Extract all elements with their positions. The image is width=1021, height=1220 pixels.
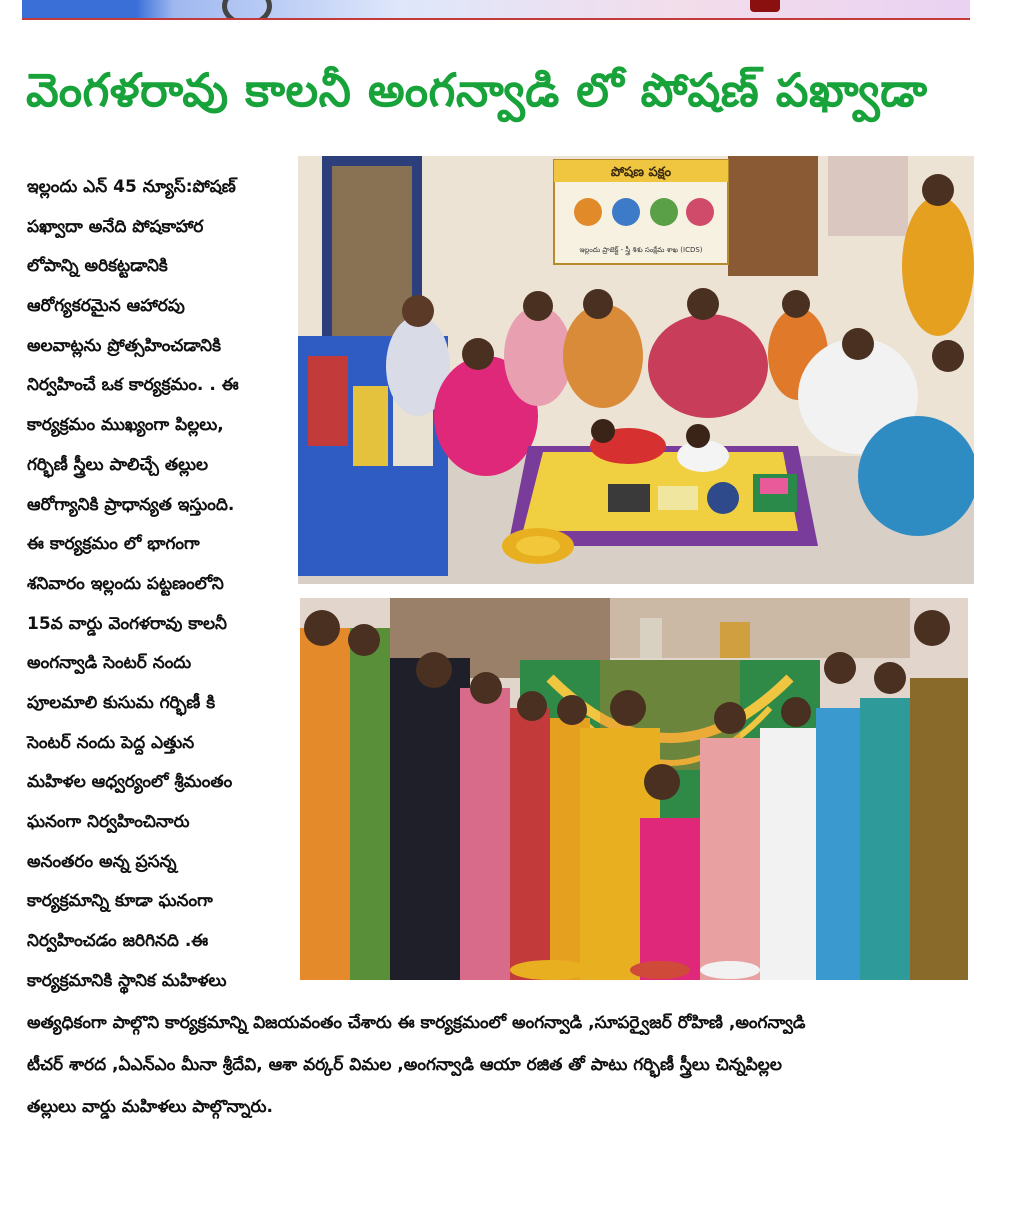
article-line: తల్లులు వార్డు మహిళలు పాల్గొన్నారు. bbox=[27, 1097, 273, 1117]
masthead-banner-strip bbox=[22, 0, 970, 20]
article-line: మహిళల ఆధ్వర్యంలో శ్రీమంతం bbox=[27, 772, 233, 793]
article-line: గర్భిణీ స్త్రీలు పాలిచ్చే తల్లుల bbox=[27, 454, 209, 475]
masthead-emblem-fragment bbox=[750, 0, 780, 12]
article-line: ఘనంగా నిర్వహించినారు bbox=[27, 812, 190, 832]
article-line: 15వ వార్డు వెంగళరావు కాలనీ bbox=[27, 613, 227, 634]
article-line: అలవాట్లను ప్రోత్సహించడానికి bbox=[27, 335, 221, 356]
headline: వెంగళరావు కాలనీ అంగన్వాడి లో పోషణ్ పఖ్వాడా bbox=[26, 63, 928, 117]
banner-footer: ఇల్లందు ప్రాజెక్ట్ - స్త్రీ శిశు సంక్షేమ శాఖ (ICDS) bbox=[579, 246, 703, 254]
article-line: ఆరోగ్యానికి ప్రాధాన్యత ఇస్తుంది. bbox=[27, 494, 235, 515]
event-photo-srimantham-group bbox=[300, 598, 968, 980]
article-line: కార్యక్రమం ముఖ్యంగా పిల్లలు, bbox=[27, 415, 224, 436]
article-line: కార్యక్రమాన్ని కూడా ఘనంగా bbox=[27, 891, 213, 912]
event-photo-poshan-program bbox=[298, 156, 974, 584]
article-line: పూలమాలి కుసుమ గర్భిణీ కి bbox=[27, 692, 216, 713]
article-line: టీచర్ శారద ,ఏఎన్ఎం మీనా శ్రీదేవి, ఆశా వర్కర్ విమల ,అంగన్వాడి ఆయా రజిత తో పాటు గర్భిణీ స్త్రీలు చిన్నపిల్లల bbox=[27, 1055, 782, 1075]
article-line: సెంటర్ నందు పెద్ద ఎత్తున bbox=[27, 732, 195, 753]
article-line: పఖ్వాదా అనేది పోషకాహార bbox=[27, 216, 204, 237]
article-line: అనంతరం అన్న ప్రసన్న bbox=[27, 851, 177, 872]
article-line: నిర్వహించే ఒక కార్యక్రమం. . ఈ bbox=[27, 375, 239, 396]
article-line: అంగన్వాడి సెంటర్ నందు bbox=[27, 653, 192, 674]
article-line: శనివారం ఇల్లందు పట్టణంలోని bbox=[27, 573, 224, 594]
article-full-width-text bbox=[27, 1002, 977, 1128]
article-line: ఇల్లందు ఎన్ 45 న్యూస్:పోషణ్ bbox=[27, 177, 236, 197]
article-line: ఆరోగ్యకరమైన ఆహారపు bbox=[27, 296, 185, 317]
masthead-logo-fragment bbox=[222, 0, 272, 20]
article-line: అత్యధికంగా పాల్గొని కార్యక్రమాన్ని విజయవంతం చేశారు ఈ కార్యక్రమంలో అంగన్వాడి ,సూపర్వైజర్ రోహిణి ,అంగన్వాడి bbox=[27, 1013, 806, 1033]
article-line: ఈ కార్యక్రమం లో భాగంగా bbox=[27, 534, 200, 555]
article-line: నిర్వహించడం జరిగినది .ఈ bbox=[27, 931, 209, 952]
article-column-text bbox=[27, 168, 289, 1001]
article-line: కార్యక్రమానికి స్థానిక మహిళలు bbox=[27, 970, 227, 991]
article-line: లోపాన్ని అరికట్టడానికి bbox=[27, 256, 168, 277]
banner-title: పోషణ పక్షం bbox=[610, 165, 672, 180]
